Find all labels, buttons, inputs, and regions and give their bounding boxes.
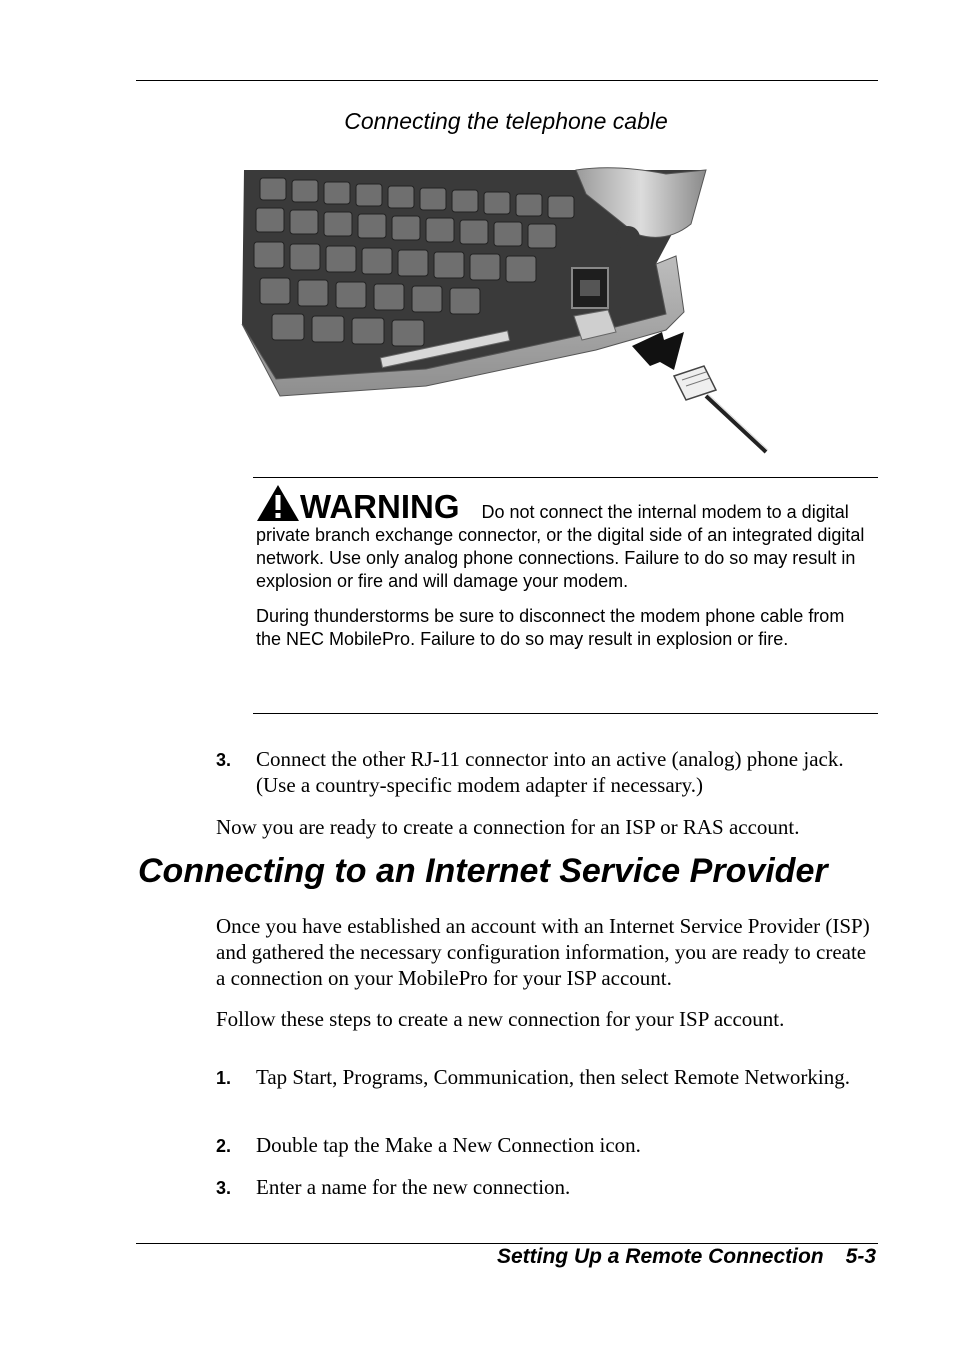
footer-page-number: 5-3 [845,1245,876,1268]
figure-caption: Connecting the telephone cable [344,108,668,134]
follow-paragraph: Follow these steps to create a new connection for your ISP account. [216,1007,785,1031]
step-number: 2. [216,1136,232,1156]
step-number: 3. [216,1178,232,1198]
warning-triangle-icon [256,484,300,522]
step-number: 1. [216,1068,232,1088]
step-item [216,1174,876,1200]
step-item [216,1064,876,1090]
warning-top-rule [253,477,878,478]
intro-paragraph: Once you have established an account with an Internet Service Provider (ISP) and gathered the necessary configuration information, you are ready to create a connection on your MobilePro for your ISP account. [216,914,870,990]
step-text: Enter a name for the new connection. [256,1175,571,1199]
step-number: 3. [216,750,232,770]
warning-paragraph-1 [256,484,868,593]
warning-label [256,484,460,524]
warning-text-1: Do not connect the internal modem to a digital private branch exchange connector, or the digital side of an integrated digital network. Use only analog phone connections. Failure to do so may result in explosion or fire and will damage your modem. [256,502,865,591]
header-rule [136,80,878,81]
warning-word: WARNING [300,488,460,525]
warning-bottom-rule [253,713,878,714]
step-text: Double tap the Make a New Connection icon. [256,1133,641,1157]
page-footer [497,1245,876,1269]
footer-rule [136,1243,878,1244]
step-text: Connect the other RJ-11 connector into an active (analog) phone jack. (Use a country-specific modem adapter if necessary.) [256,747,844,797]
laptop-telephone-cable-illustration [236,164,776,464]
section-heading: Connecting to an Internet Service Provider [138,852,828,890]
warning-paragraph-2: During thunderstorms be sure to disconnect the modem phone cable from the NEC MobilePro. Failure to do so may result in explosion or fire. [256,606,845,649]
warning-block [256,484,868,651]
step-item [216,1132,876,1158]
step-text: Tap Start, Programs, Communication, then select Remote Networking. [256,1065,850,1089]
footer-chapter: Setting Up a Remote Connection [496,1245,824,1268]
step-item [216,746,876,798]
ready-paragraph: Now you are ready to create a connection for an ISP or RAS account. [216,815,800,839]
